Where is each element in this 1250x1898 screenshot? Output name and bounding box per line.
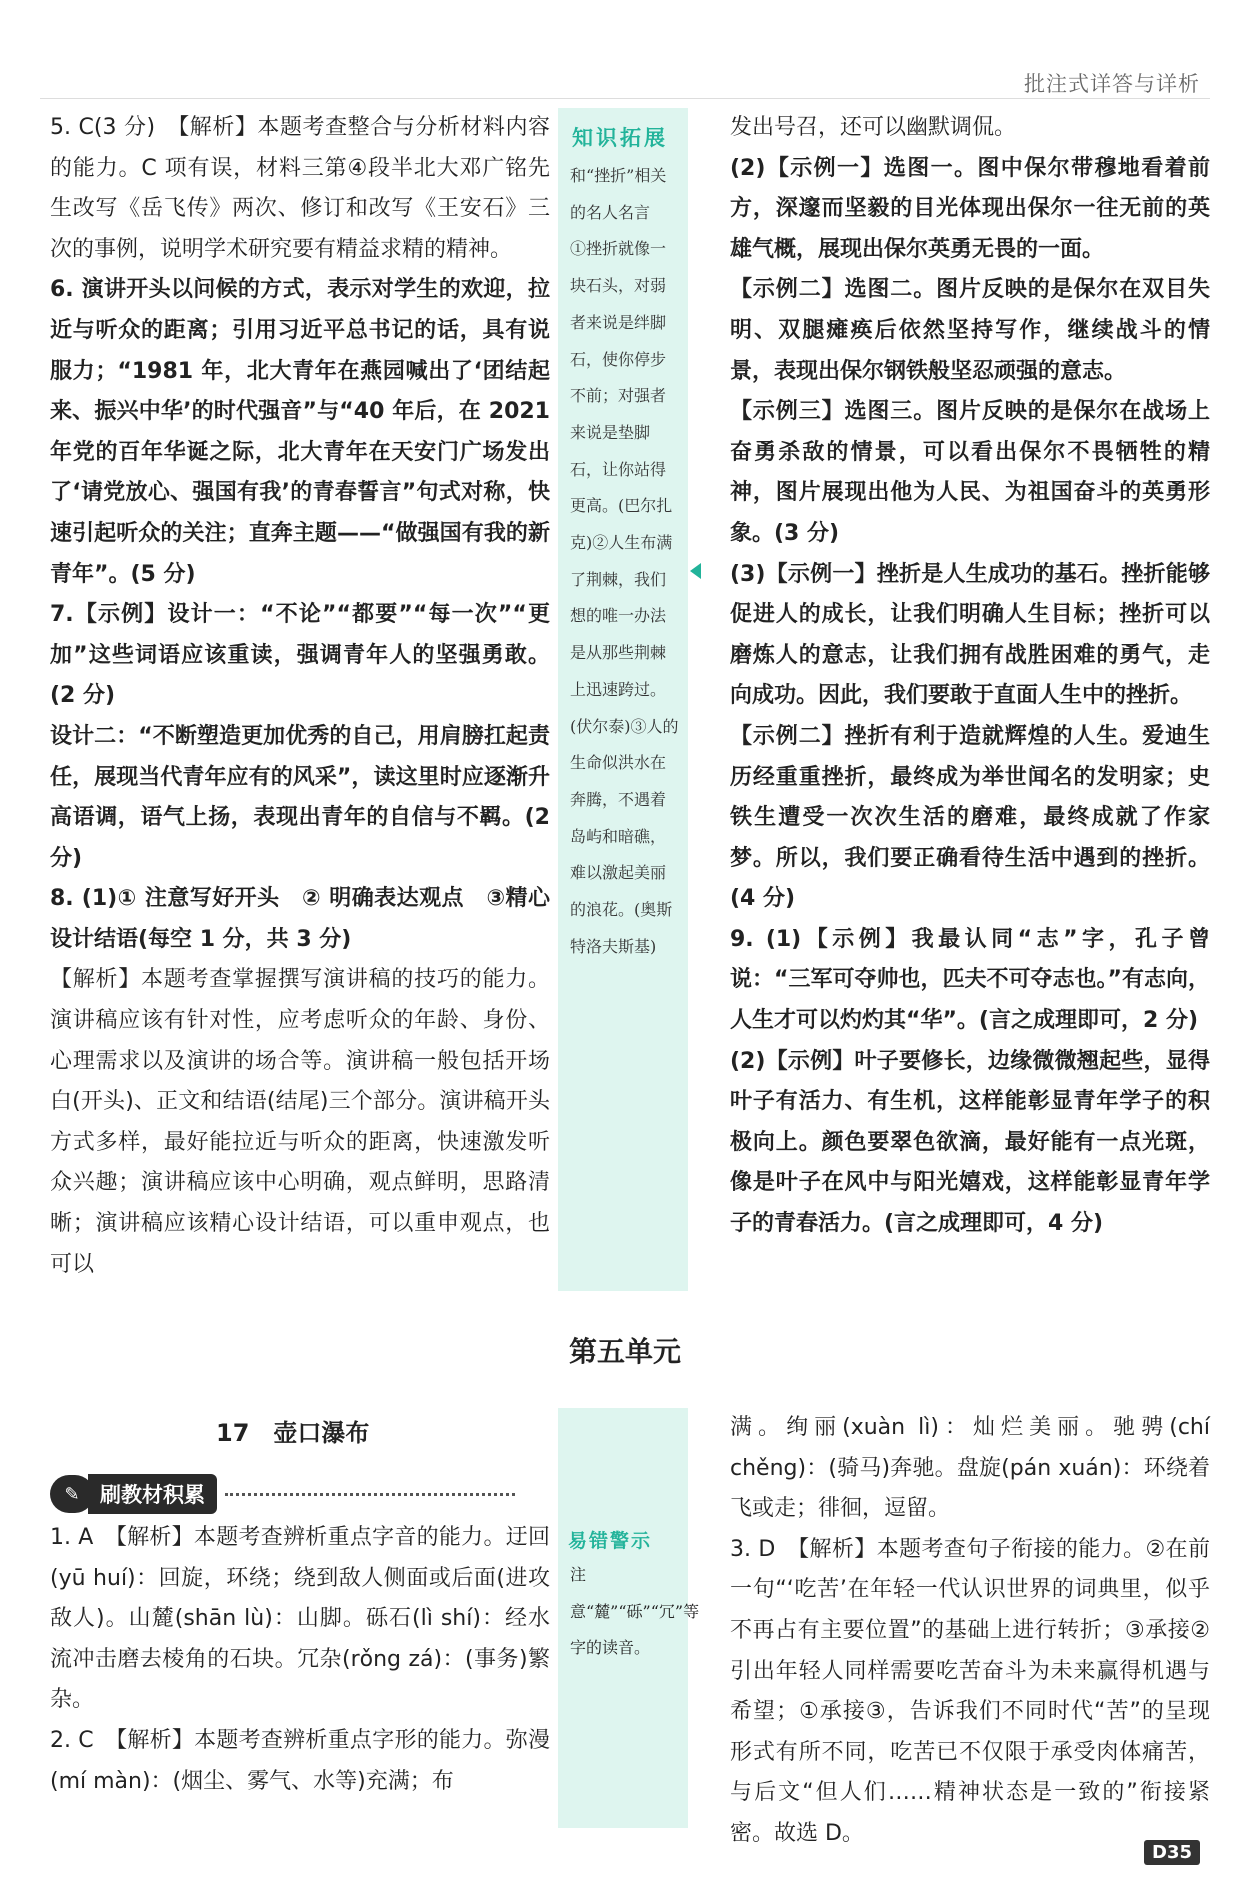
answer-1: 1. A 【解析】本题考查辨析重点字音的能力。迂回(yū huí)：回旋，环绕；绕到敌人侧面或后面(进攻敌人)。山麓(shān lù)：山脚。砾石(lì shí)：经水流冲击磨去棱角的石块。冗杂(rǒng zá)：(事务)繁杂。 [50,1525,550,1713]
section-tag [50,1474,515,1514]
page-header: 批注式详答与详析 [1024,72,1200,96]
answer-8-2-example3: 【示例三】选图三。图片反映的是保尔在战场上奋勇杀敌的情景，可以看出保尔不畏牺牲的精神，图片展现出他为人民、为祖国奋斗的英勇形象。(3 分) [730,399,1210,546]
sidebar-text: 和“挫折”相关的名人名言 ①挫折就像一块石头，对弱者来说是绊脚石，使你停步不前；对强者来说是垫脚石，让你站得更高。(巴尔扎克)②人生布满了荆棘，我们想的唯一办法是从那些荆棘上迅速跨过。(伏尔泰)③人的生命似洪水在奔腾，不遇着岛屿和暗礁，难以激起美丽的浪花。(奥斯特洛夫斯基) [570,166,679,956]
answer-8-analysis: 【解析】本题考查掌握撰写演讲稿的技巧的能力。演讲稿应该有针对性，应考虑听众的年龄、身份、心理需求以及演讲的场合等。演讲稿一般包括开场白(开头)、正文和结语(结尾)三个部分。演讲稿开头方式多样，最好能拉近与听众的距离，快速激发听众兴趣；演讲稿应该中心明确，观点鲜明，思路清晰；演讲稿应该精心设计结语，可以重申观点，也可以 [50,967,550,1277]
dotted-divider [225,1493,515,1496]
header-divider [40,98,1210,99]
section-tag-label: 刷教材积累 [88,1474,217,1514]
answer-8-3-example1: (3)【示例一】挫折是人生成功的基石。挫折能够促进人的成长，让我们明确人生目标；挫折可以磨炼人的意志，让我们拥有战胜困难的勇气，走向成功。因此，我们要敢于直面人生中的挫折。 [730,561,1210,709]
right-column-2 [730,1408,1210,1855]
answer-2-continued: 满。绚丽(xuàn lì)：灿烂美丽。驰骋(chí chěng)：(骑马)奔驰。盘旋(pán xuán)：环绕着飞或走；徘徊，逗留。 [730,1415,1210,1522]
sidebar-title: 知识拓展 [572,125,668,150]
answer-9-2: (2)【示例】叶子要修长，边缘微微翘起些，显得叶子有活力、有生机，这样能彰显青年学子的积极向上。颜色要翠色欲滴，最好能有一点光斑，像是叶子在风中与阳光嬉戏，这样能彰显青年学子的青春活力。(言之成理即可，4 分) [730,1048,1210,1237]
page-number: D35 [1144,1840,1200,1865]
left-column [50,108,550,1285]
book-icon: ✎ [50,1475,94,1513]
sidebar-knowledge-extension [558,108,688,1291]
answer-2: 2. C 【解析】本题考查辨析重点字形的能力。弥漫(mí màn)：(烟尘、雾气、水等)充满；布 [50,1727,550,1794]
right-column [730,108,1210,1245]
answer-8-continued: 发出号召，还可以幽默调侃。 [730,115,1017,140]
answer-5: 5. C(3 分) 【解析】本题考查整合与分析材料内容的能力。C 项有误，材料三第④段半北大邓广铭先生改写《岳飞传》两次、修订和改写《王安石》三次的事例，说明学术研究要有精益求精的精神。 [50,115,550,262]
answer-8-2-example1: (2)【示例一】选图一。图中保尔带穆地看着前方，深邃而坚毅的目光体现出保尔一往无前的英雄气概，展现出保尔英勇无畏的一面。 [730,155,1210,262]
answer-8-2-example2: 【示例二】选图二。图片反映的是保尔在双目失明、双腿瘫痪后依然坚持写作，继续战斗的情景，表现出保尔钢铁般坚忍顽强的意志。 [730,277,1210,384]
answer-7-design1: 7.【示例】设计一：“不论”“都要”“每一次”“更加”这些词语应该重读，强调青年人的坚强勇敢。(2 分) [50,602,550,709]
unit-title: 第五单元 [568,1335,681,1368]
answer-8-3-example2: 【示例二】挫折有利于造就辉煌的人生。爱迪生历经重重挫折，最终成为举世闻名的发明家；史铁生遭受一次次生活的磨难，最终成就了作家梦。所以，我们要正确看待生活中遇到的挫折。(4 分) [730,723,1210,912]
pointer-arrow-icon [690,563,701,579]
left-column-2 [50,1518,550,1802]
answer-7-design2: 设计二：“不断塑造更加优秀的自己，用肩膀扛起责任，展现当代青年应有的风采”，读这里时应逐渐升高语调，语气上扬，表现出青年的自信与不羁。(2 分) [50,723,550,871]
answer-9-1: 9. (1)【示例】我最认同“志”字，孔子曾说：“三军可夺帅也，匹夫不可夺志也。”有志向，人生才可以灼灼其“华”。(言之成理即可，2 分) [730,926,1210,1034]
sidebar-error-warning [558,1408,700,1828]
answer-8: 8. (1)① 注意写好开头 ② 明确表达观点 ③精心设计结语(每空 1 分，共 3 分) [50,886,550,952]
answer-6: 6. 演讲开头以问候的方式，表示对学生的欢迎，拉近与听众的距离；引用习近平总书记的话，具有说服力；“1981 年，北大青年在燕园喊出了‘团结起来、振兴中华’的时代强音”与“40 年后，在 2021 年党的百年华诞之际，北大青年在天安门广场发出了‘请党放心、强国有我’的青春誓言”句式对称，快速引起听众的关注；直奔主题——“做强国有我的新青年”。(5 分) [50,277,550,587]
lesson-title: 17 壶口瀑布 [216,1419,370,1447]
sidebar2-title: 易错警示 [568,1530,653,1552]
sidebar2-text: 注意“麓”“砾”“冗”等字的读音。 [570,1565,700,1658]
answer-3: 3. D 【解析】本题考查句子衔接的能力。②在前一句“‘吃苦’在年轻一代认识世界的词典里，似乎不再占有主要位置”的基础上进行转折；③承接②引出年轻人同样需要吃苦奋斗为未来赢得机遇与希望；①承接③，告诉我们不同时代“苦”的呈现形式有所不同，吃苦已不仅限于承受肉体痛苦，与后文“但人们……精神状态是一致的”衔接紧密。故选 D。 [730,1536,1210,1846]
